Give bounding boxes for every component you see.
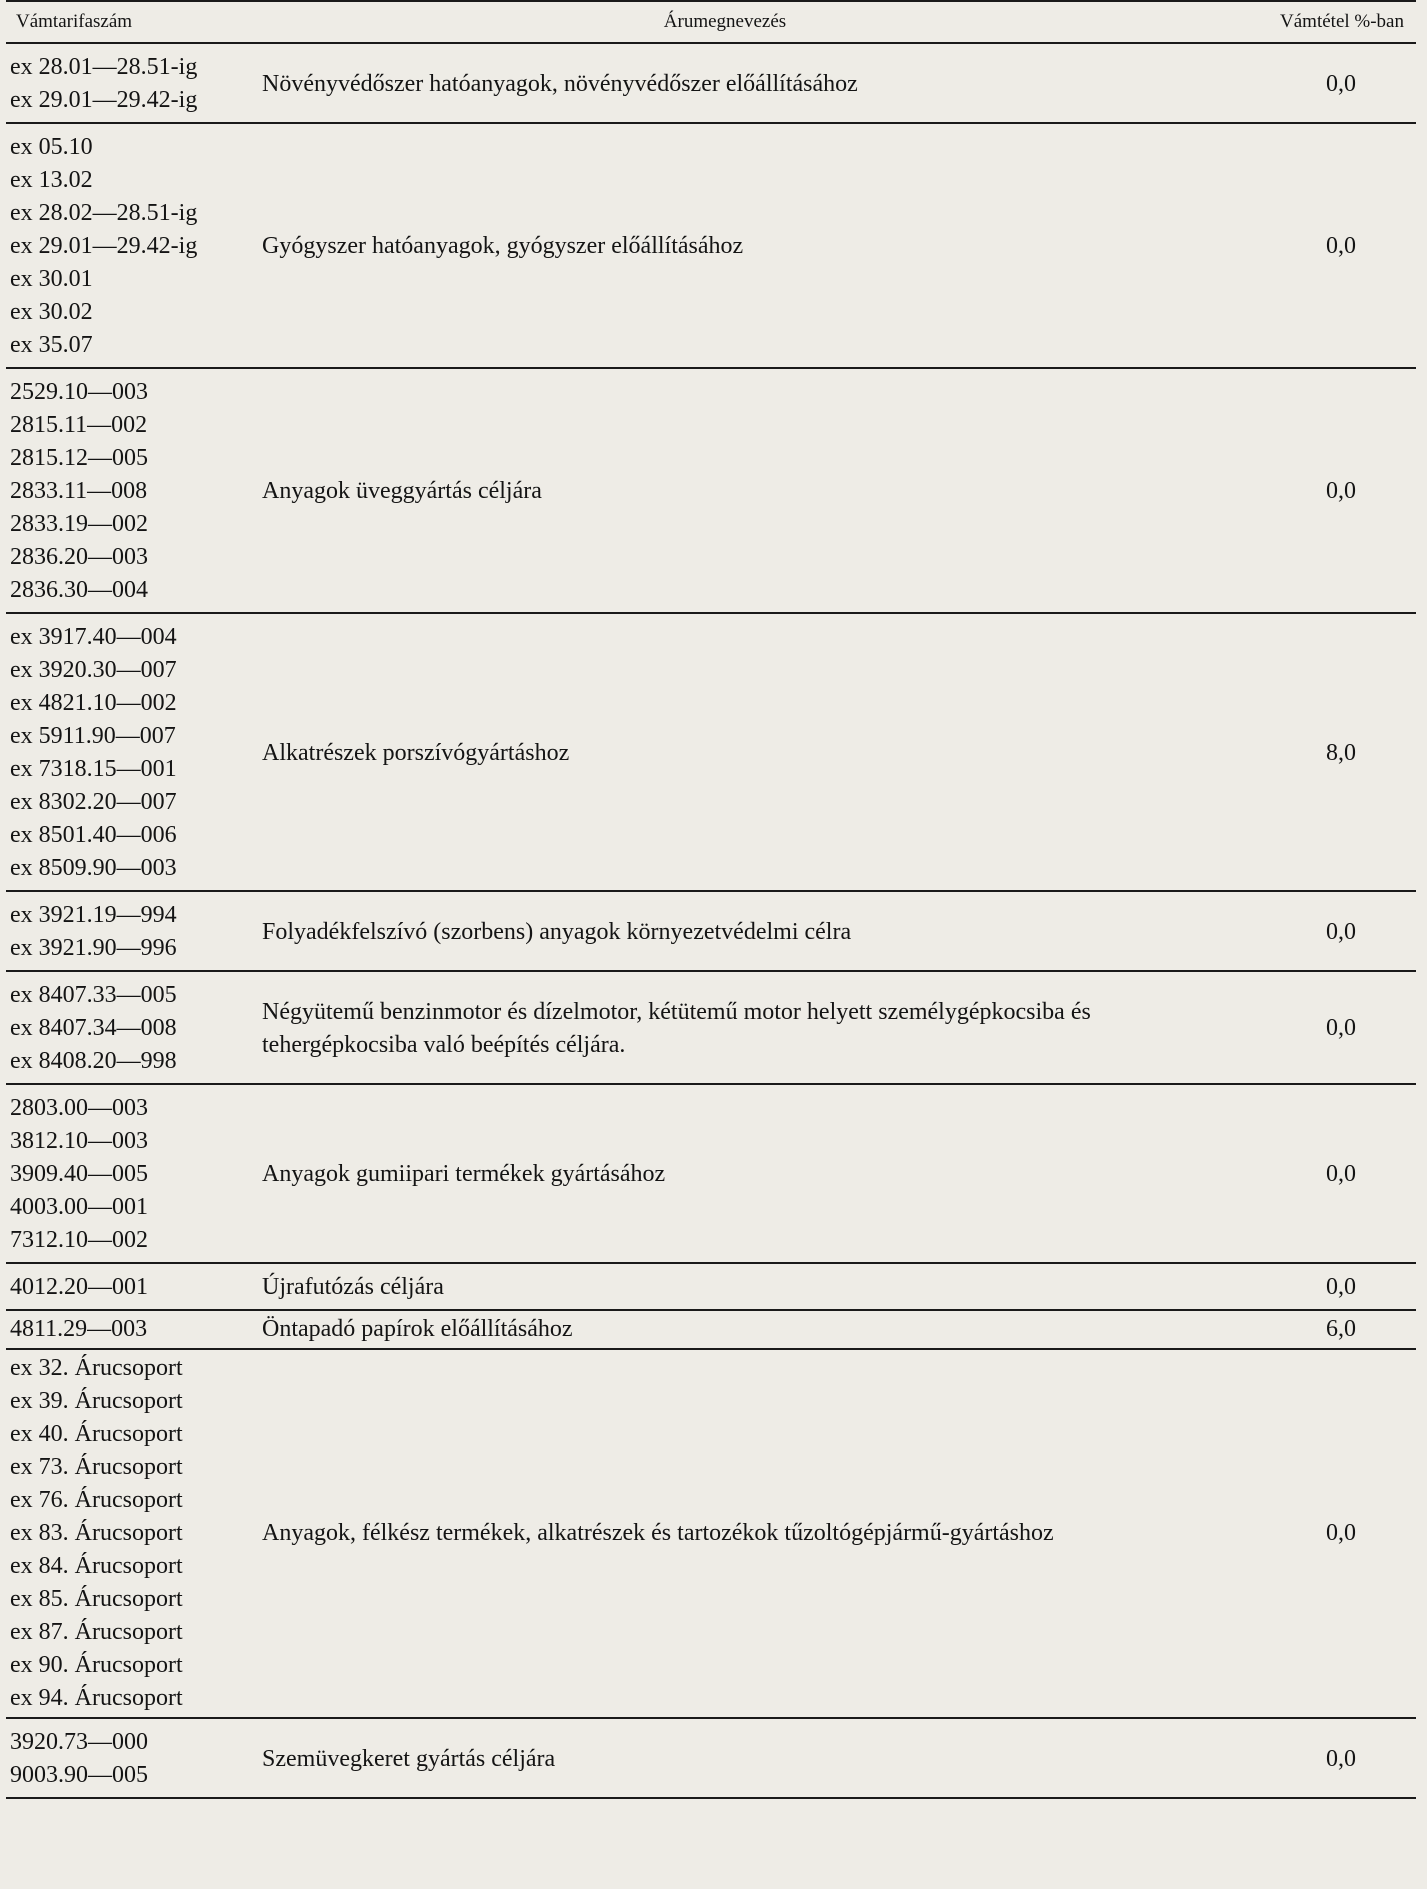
table-row [6, 891, 1416, 971]
table-body [6, 43, 1416, 1798]
tariff-codes-cell [6, 123, 254, 368]
tariff-codes-cell [6, 1718, 254, 1798]
tariff-code: ex 3921.90—996 [10, 935, 177, 961]
tariff-code: ex 5911.90—007 [10, 723, 176, 749]
tariff-codes-cell [6, 1263, 254, 1310]
tariff-code: ex 84. Árucsoport [10, 1553, 183, 1579]
tariff-code: ex 29.01—29.42-ig [10, 87, 198, 113]
tariff-code: ex 40. Árucsoport [10, 1421, 183, 1447]
tariff-code: ex 4821.10—002 [10, 690, 177, 716]
table-row [6, 123, 1416, 368]
duty-rate: 6,0 [1326, 1316, 1356, 1342]
tariff-code: ex 30.02 [10, 299, 93, 325]
tariff-code: ex 73. Árucsoport [10, 1454, 183, 1480]
tariff-code: 2836.20—003 [10, 544, 148, 570]
product-description: Alkatrészek porszívógyártáshoz [262, 739, 570, 766]
tariff-code: 2836.30—004 [10, 577, 148, 603]
tariff-code: 3812.10—003 [10, 1128, 148, 1154]
tariff-code: ex 29.01—29.42-ig [10, 233, 198, 259]
tariff-codes-cell [6, 1310, 254, 1349]
tariff-code: 4811.29—003 [10, 1316, 148, 1342]
table-row [6, 1084, 1416, 1263]
tariff-code: 7312.10—002 [10, 1227, 148, 1253]
product-description: Újrafutózás céljára [262, 1274, 444, 1300]
product-description: Anyagok üveggyártás céljára [262, 478, 542, 504]
tariff-code: 2803.00—003 [10, 1095, 148, 1121]
tariff-code: 3909.40—005 [10, 1161, 148, 1187]
tariff-code: ex 8302.20—007 [10, 789, 177, 815]
duty-rate: 0,0 [1326, 1161, 1356, 1187]
tariff-code: ex 85. Árucsoport [10, 1586, 183, 1612]
tariff-table [6, 0, 1416, 1799]
table-row [6, 43, 1416, 123]
header-code: Vámtarifaszám [6, 1, 254, 43]
tariff-code: ex 83. Árucsoport [10, 1520, 183, 1546]
tariff-code: ex 13.02 [10, 167, 93, 193]
duty-rate: 0,0 [1326, 1520, 1356, 1546]
product-description: Folyadékfelszívó (szorbens) anyagok környezetvédelmi célra [262, 918, 852, 945]
duty-rate: 8,0 [1326, 739, 1356, 766]
duty-rate: 0,0 [1326, 70, 1356, 97]
product-description: Anyagok gumiipari termékek gyártásához [262, 1161, 666, 1187]
duty-rate: 0,0 [1326, 1015, 1356, 1041]
tariff-code: 2833.19—002 [10, 511, 148, 537]
tariff-code: ex 87. Árucsoport [10, 1619, 183, 1645]
tariff-code: ex 7318.15—001 [10, 756, 177, 782]
tariff-code: 2529.10—003 [10, 379, 148, 405]
tariff-code: ex 8407.33—005 [10, 982, 177, 1008]
tariff-code: ex 3917.40—004 [10, 624, 177, 650]
table-row [6, 1310, 1416, 1349]
tariff-codes-cell [6, 971, 254, 1084]
tariff-code: ex 28.02—28.51-ig [10, 200, 198, 226]
tariff-code: ex 8408.20—998 [10, 1048, 177, 1074]
tariff-code: 4012.20—001 [10, 1274, 148, 1300]
table-row [6, 971, 1416, 1084]
header-description: Árumegnevezés [254, 1, 1196, 43]
tariff-code: 2833.11—008 [10, 478, 148, 504]
table-row [6, 1349, 1416, 1718]
tariff-codes-cell [6, 613, 254, 891]
table-row [6, 1718, 1416, 1798]
tariff-code: ex 76. Árucsoport [10, 1487, 183, 1513]
tariff-code: ex 05.10 [10, 134, 93, 160]
tariff-code: 3920.73—000 [10, 1729, 148, 1755]
duty-rate: 0,0 [1326, 233, 1356, 259]
tariff-code: 2815.11—002 [10, 412, 148, 438]
tariff-code: 2815.12—005 [10, 445, 148, 471]
tariff-code: ex 28.01—28.51-ig [10, 54, 198, 80]
tariff-code: ex 30.01 [10, 266, 93, 292]
table-row [6, 1263, 1416, 1310]
product-description: Növényvédőszer hatóanyagok, növényvédőszer előállításához [262, 70, 858, 97]
product-description: Öntapadó papírok előállításához [262, 1316, 573, 1342]
table-row [6, 613, 1416, 891]
tariff-code: ex 32. Árucsoport [10, 1355, 183, 1381]
duty-rate: 0,0 [1326, 918, 1356, 945]
product-description: Gyógyszer hatóanyagok, gyógyszer előállításához [262, 233, 744, 259]
tariff-code: ex 3921.19—994 [10, 902, 177, 928]
tariff-codes-cell [6, 1084, 254, 1263]
table-row [6, 368, 1416, 613]
tariff-code: ex 3920.30—007 [10, 657, 177, 683]
tariff-code: ex 39. Árucsoport [10, 1388, 183, 1414]
tariff-code: ex 90. Árucsoport [10, 1652, 183, 1678]
tariff-code: 4003.00—001 [10, 1194, 148, 1220]
header-rate: Vámtétel %-ban [1196, 1, 1416, 43]
tariff-code: ex 35.07 [10, 332, 93, 358]
product-description: Anyagok, félkész termékek, alkatrészek és tartozékok tűzoltógépjármű-gyártáshoz [262, 1520, 1054, 1546]
tariff-codes-cell [6, 891, 254, 971]
duty-rate: 0,0 [1326, 1274, 1356, 1300]
tariff-code: ex 8501.40—006 [10, 822, 177, 848]
tariff-codes-cell [6, 368, 254, 613]
product-description: Négyütemű benzinmotor és dízelmotor, kétütemű motor helyett személygépkocsiba és tehergépkocsiba való beépítés céljára. [262, 998, 1091, 1058]
tariff-codes-cell [6, 43, 254, 123]
tariff-code: ex 94. Árucsoport [10, 1685, 183, 1711]
duty-rate: 0,0 [1326, 1745, 1356, 1772]
product-description: Szemüvegkeret gyártás céljára [262, 1745, 556, 1772]
duty-rate: 0,0 [1326, 478, 1356, 504]
tariff-code: 9003.90—005 [10, 1762, 148, 1788]
tariff-code: ex 8407.34—008 [10, 1015, 177, 1041]
tariff-code: ex 8509.90—003 [10, 855, 177, 881]
tariff-codes-cell [6, 1349, 254, 1718]
table-header [6, 1, 1416, 43]
